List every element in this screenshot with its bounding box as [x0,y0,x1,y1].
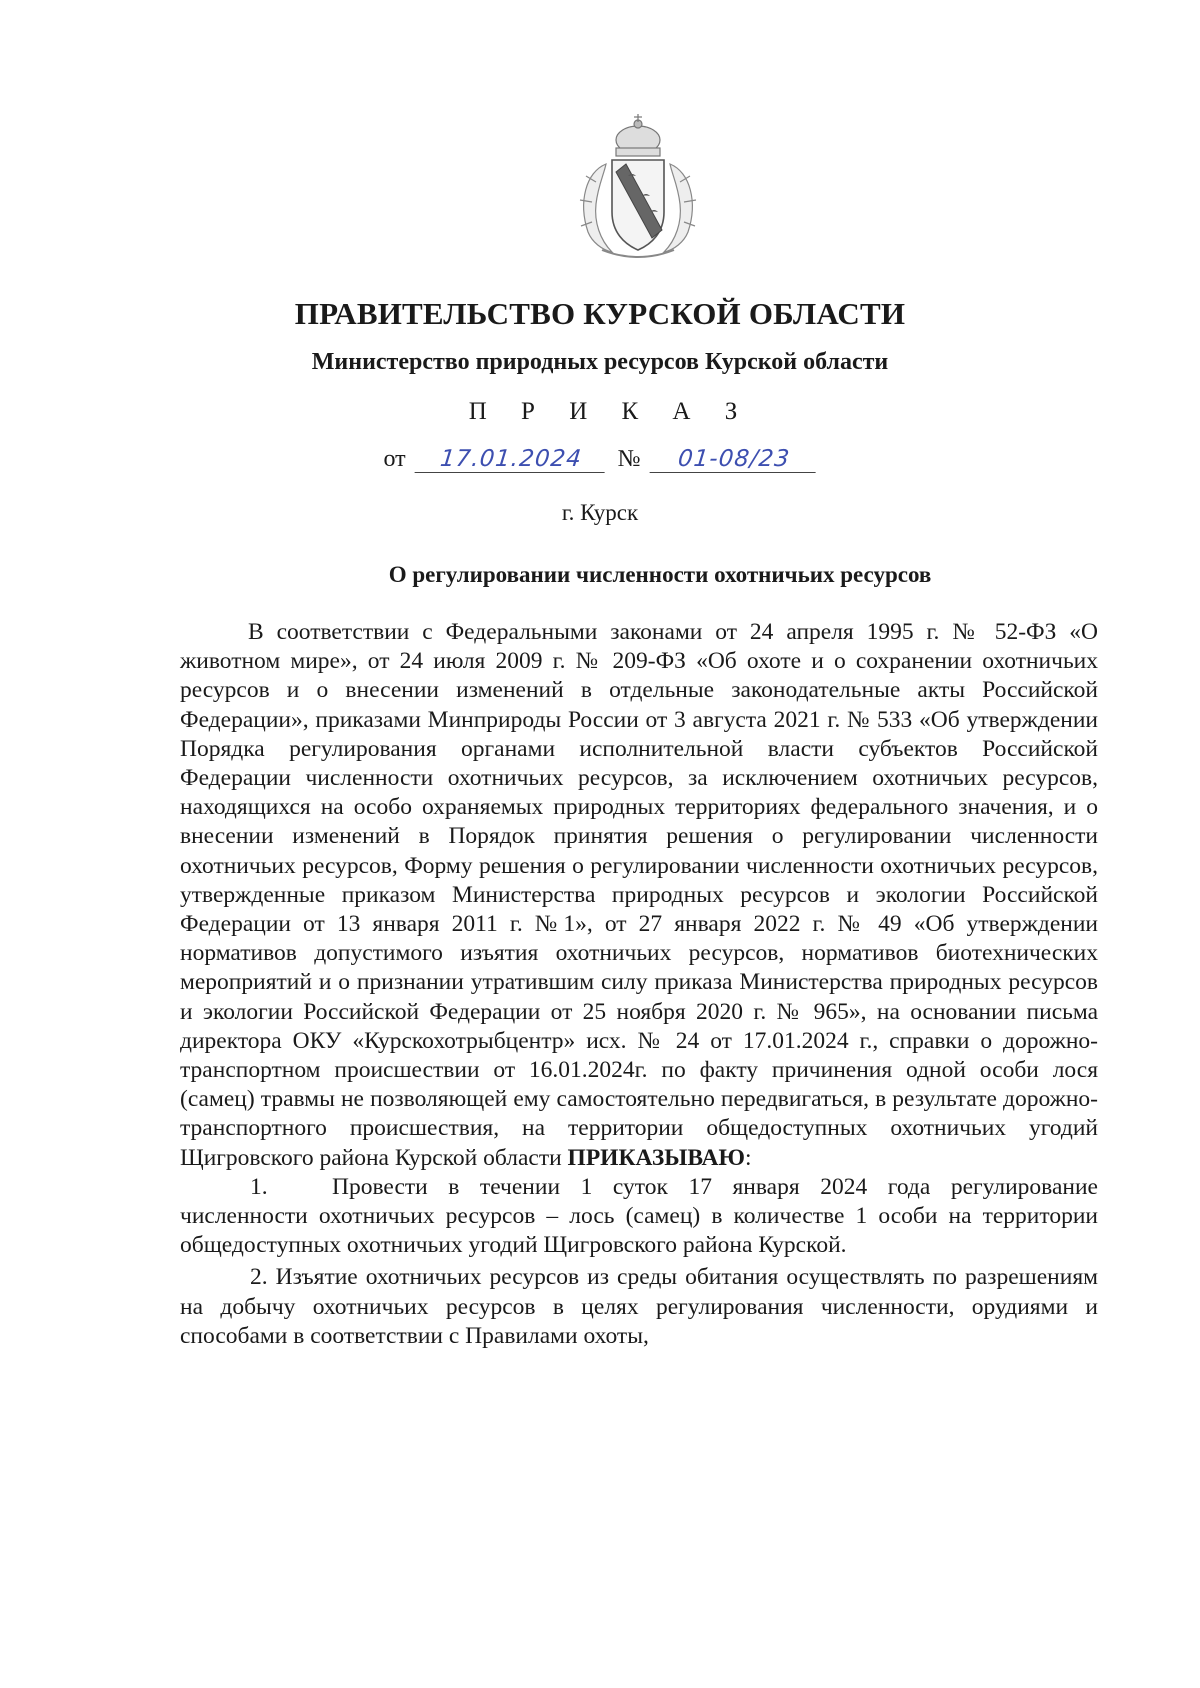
coat-of-arms-emblem [566,112,710,262]
order-colon: : [745,1144,752,1171]
list-item [180,1173,1098,1261]
date-number-line [0,446,1200,473]
preamble-text: В соответствии с Федеральными законами от 24 апреля 1995 г. № 52-ФЗ «О животном мире», от 24 июля 2009 г. № 209-ФЗ «Об охоте и о сохранении охотничьих ресурсов и о внесении изменений в отдельные законодательные акты Российской Федерации», приказами Минприроды России от 3 августа 2021 г. № 533 «Об утверждении Порядка регулирования органами исполнительной власти субъектов Российской Федерации численности охотничьих ресурсов, за исключением охотничьих ресурсов, находящихся на особо охраняемых природных территориях федерального значения, и о внесении изменений в Порядок принятия решения о регулировании численности охотничьих ресурсов, Форму решения о регулировании численности охотничьих ресурсов, утвержденные приказом Министерства природных ресурсов и экологии Российской Федерации от 13 января 2011 г. №1», от 27 января 2022 г. № 49 «Об утверждении нормативов допустимого изъятия охотничьих ресурсов, нормативов биотехнических мероприятий и о признании утратившим силу приказа Министерства природных ресурсов и экологии Российской Федерации от 25 ноября 2020 г. № 965», на основании письма директора ОКУ «Курскохотрыбцентр» исх. № 24 от 17.01.2024 г., справки о дорожно-транспортном происшествии от 16.01.2024г. по факту причинения одной особи лося (самец) травмы не позволяющей ему самостоятельно передвигаться, в результате дорожно-транспортного происшествия, на территории общедоступных охотничьих угодий Щигровского района Курской области [180,619,1098,1171]
government-title: ПРАВИТЕЛЬСТВО КУРСКОЙ ОБЛАСТИ [294,296,906,331]
item-number: 1. [250,1173,268,1200]
item-number: 2. [250,1264,268,1291]
preamble-paragraph [180,618,1098,1173]
item-text: Провести в течении 1 суток 17 января 2024 года регулирование численности охотничьих ресурсов – лось (самец) в количестве 1 особи на территории общедоступных охотничьих угодий Щигровского района Курской. [180,1173,1098,1259]
document-type: П Р И К А З [468,398,752,425]
handwritten-number: 01-08/23 [649,446,818,473]
number-prefix: № [617,446,641,472]
document-title: О регулировании численности охотничьих ресурсов [388,562,932,587]
item-text: Изъятие охотничьих ресурсов из среды обитания осуществлять по разрешениям на добычу охотничьих ресурсов в целях регулирования численности, орудиями и способами в соответствии с Правилами охоты, [180,1264,1098,1349]
document-body [180,618,1098,1351]
city: г. Курск [561,500,639,525]
order-keyword: ПРИКАЗЫВАЮ [567,1144,745,1171]
ministry-name: Министерство природных ресурсов Курской области [311,349,889,375]
handwritten-date: 17.01.2024 [414,446,607,473]
list-item [180,1263,1098,1351]
date-prefix: от [383,446,406,472]
